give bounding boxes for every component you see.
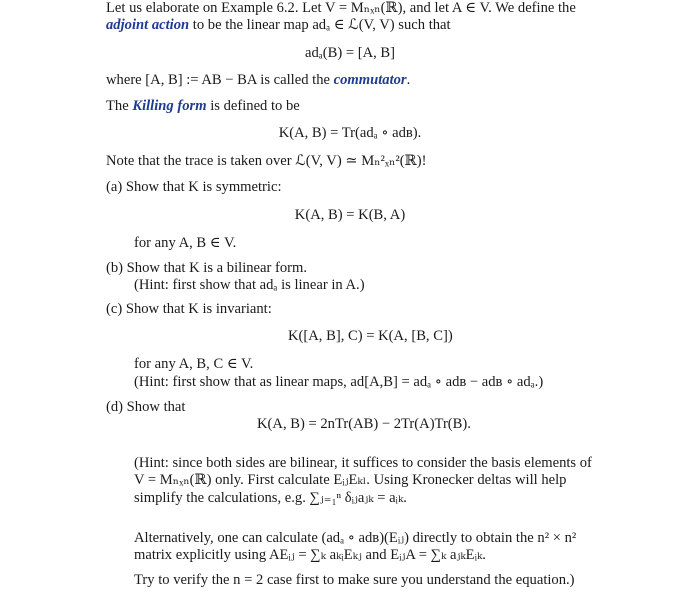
part-d-hint-3: simplify the calculations, e.g. ∑ⱼ₌₁ⁿ δᵢⱼaⱼₖ = aᵢₖ. [134,490,407,506]
intro-line-1: Let us elaborate on Example 6.2. Let V = Mₙₓₙ(ℝ), and let A ∈ V. We define the [106,0,576,16]
commutator-term: commutator [333,72,407,88]
period: . [406,72,411,88]
part-a-equation: K(A, B) = K(B, A) [294,207,406,223]
trace-note: Note that the trace is taken over ℒ(V, V) ≃ Mₙ²ₓₙ²(ℝ)! [106,153,427,169]
part-d-hint-1: (Hint: since both sides are bilinear, it suffices to consider the basis elements of [134,455,592,471]
part-d-try: Try to verify the n = 2 case first to make sure you understand the equation.) [134,572,575,588]
killing-form-term: Killing form [132,98,207,114]
part-a-label: (a) Show that K is symmetric: [106,179,282,195]
intro-line-2 [106,16,451,35]
part-b-label: (b) Show that K is a bilinear form. [106,260,308,276]
part-c-after: for any A, B, C ∈ V. [134,356,254,372]
part-d-equation: K(A, B) = 2nTr(AB) − 2Tr(A)Tr(B). [257,416,471,432]
part-d-alt-2: matrix explicitly using AEᵢⱼ = ∑ₖ aₖᵢEₖⱼ and EᵢⱼA = ∑ₖ aⱼₖEᵢₖ. [134,547,486,563]
the-word: The [106,98,133,114]
commutator-def: where [A, B] := AB − BA is called the [106,72,334,88]
equation-killing-form: K(A, B) = Tr(adₐ ∘ adʙ). [278,125,422,141]
equation-adjoint: adₐ(B) = [A, B] [304,45,396,61]
part-c-label: (c) Show that K is invariant: [106,301,272,317]
part-d-alt-1: Alternatively, one can calculate (adₐ ∘ adʙ)(Eᵢⱼ) directly to obtain the n² × n² [134,530,577,546]
intro-line-2-rest: to be the linear map adₐ ∈ ℒ(V, V) such that [189,17,451,33]
part-d-label: (d) Show that [106,399,186,415]
intro-line-4 [106,97,300,116]
adjoint-action-term: adjoint action [106,17,190,33]
part-a-after: for any A, B ∈ V. [134,235,237,251]
defined-to-be: is defined to be [206,98,300,114]
part-c-hint: (Hint: first show that as linear maps, ad[A,B] = adₐ ∘ adʙ − adʙ ∘ adₐ.) [134,374,544,390]
part-c-equation: K([A, B], C) = K(A, [B, C]) [288,328,453,344]
part-b-hint: (Hint: first show that adₐ is linear in A.) [134,277,365,293]
intro-line-3 [106,71,410,90]
part-d-hint-2: V = Mₙₓₙ(ℝ) only. First calculate EᵢⱼEₖₗ. Using Kronecker deltas will help [134,472,567,488]
